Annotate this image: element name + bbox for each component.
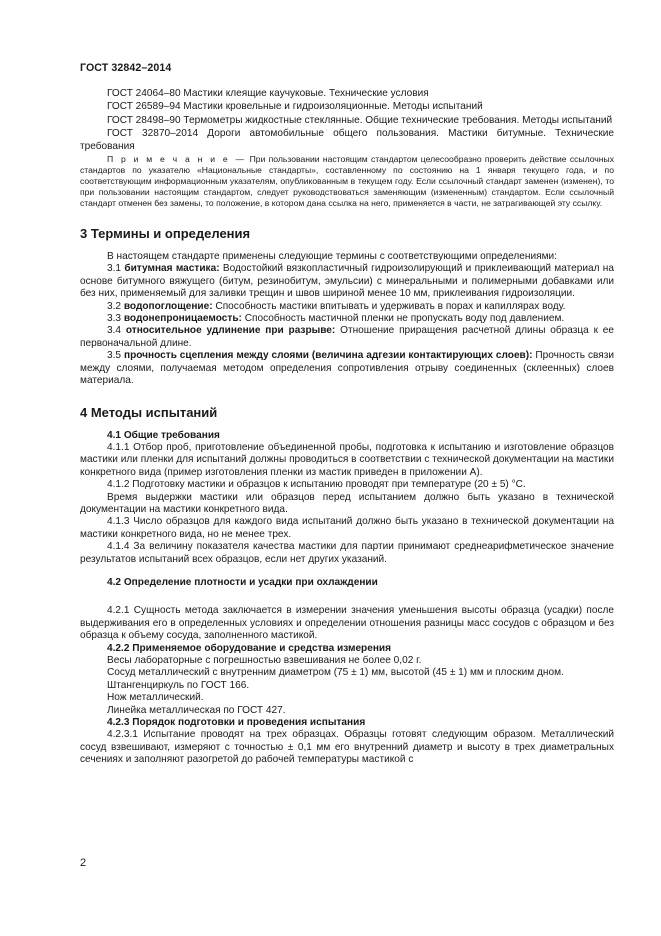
equipment-item: Линейка металлическая по ГОСТ 427. <box>107 704 286 716</box>
term-definition: 3.1 битумная мастика: Водостойкий вязкопластичный гидроизолирующий и приклеивающий материал на основе битумного вяжущего (битум, резинобитум, эмульсии) с минеральными и полимерными добавками или без них, применяемый для заливки трещин и швов шириной менее 10 мм, приклеивания гидроизоляции. <box>80 263 614 300</box>
term-name: водонепроницаемость: <box>123 313 242 325</box>
term-name: битумная мастика: <box>124 263 220 275</box>
equipment-item: Сосуд металлический с внутренним диаметром (75 ± 1) мм, высотой (45 ± 1) мм и плоским дном. <box>107 667 564 679</box>
note-paragraph <box>80 154 614 209</box>
term-name: водопоглощение: <box>123 300 213 312</box>
reference-item: ГОСТ 28498–90 Термометры жидкостные стеклянные. Общие технические требования. Методы испытаний <box>107 114 613 126</box>
equipment-item: Нож металлический. <box>107 692 204 704</box>
document-header: ГОСТ 32842–2014 <box>80 62 172 74</box>
page-number: 2 <box>80 857 87 869</box>
subsection-4-2-3-title: 4.2.3 Порядок подготовки и проведения испытания <box>107 717 366 729</box>
spacer <box>80 566 614 577</box>
subsection-4-2-title: 4.2 Определение плотности и усадки при охлаждении <box>107 576 378 588</box>
equipment-item: Весы лабораторные с погрешностью взвешивания не более 0,02 г. <box>107 655 422 666</box>
paragraph: 4.2.3.1 Испытание проводят на трех образцах. Образцы готовят следующим образом. Металлический сосуд взвешивают, измеряют с точностью ± 0,1 мм его внутренний диаметр и высоту в трех диаметральных сечениях и заполняют разогретой до рабочей температуры мастикой с <box>80 729 614 766</box>
equipment-item: Штангенциркуль по ГОСТ 166. <box>107 679 250 691</box>
paragraph: 4.1.3 Число образцов для каждого вида испытаний должно быть указано в технической документации на мастики конкретного вида, но не менее трех. <box>80 516 614 540</box>
paragraph: Время выдержки мастики или образцов перед испытанием должно быть указано в технической документации на мастики конкретного вида. <box>80 491 614 515</box>
subsection-4-1-title: 4.1 Общие требования <box>107 429 220 441</box>
reference-item: ГОСТ 24064–80 Мастики клеящие каучуковые. Технические условия <box>107 88 429 99</box>
paragraph: 4.2.1 Сущность метода заключается в измерении значения уменьшения высоты образца (усадки) после выдерживания его в определенных условиях и определении отношения разницы масс сосудов с образцом и без образца к объему сосуда, заполненного мастикой. <box>80 605 614 642</box>
term-definition: 3.2 водопоглощение: Способность мастики впитывать и удерживать в порах и капиллярах воду. <box>107 300 566 312</box>
reference-item: ГОСТ 32870–2014 Дороги автомобильные общего пользования. Мастики битумные. Технические требования <box>80 128 614 152</box>
term-definition: 3.4 относительное удлинение при разрыве: Отношение приращения расчетной длины образца к ее первоначальной длине. <box>80 325 614 349</box>
page-content <box>80 88 614 767</box>
reference-item: ГОСТ 26589–94 Мастики кровельные и гидроизоляционные. Методы испытаний <box>107 101 483 113</box>
section-3-intro: В настоящем стандарте применены следующие термины с соответствующими определениями: <box>107 251 557 263</box>
subsection-4-2-2-title: 4.2.2 Применяемое оборудование и средства измерения <box>107 642 392 654</box>
paragraph: 4.1.1 Отбор проб, приготовление объединенной пробы, подготовка к испытанию и изготовление образцов мастики или пленки для испытаний должны проводиться в соответствии с технической документации на мастики конкретного вида (пример изготовления пленки из мастик приведен в приложении А). <box>80 441 614 478</box>
section-3-title: 3 Термины и определения <box>80 226 251 242</box>
note-label: П р и м е ч а н и е — <box>107 154 247 165</box>
note-text: При пользовании настоящим стандартом целесообразно проверить действие ссылочных стандартов по указателю «Национальные стандарты», составленному по состоянию на 1 января текущего года, и по соответствующим информационным указателям, опубликованным в текущем году. Если ссылочный стандарт заменен (изменен), то при пользовании настоящим стандартом, следует руководствоваться заменяющим (измененным) стандартом. Если ссылочный стандарт отменен без замены, то положение, в котором дана ссылка на него, применяется в части, не затрагивающей эту ссылку. <box>80 154 615 209</box>
term-name: относительное удлинение при разрыве: <box>125 325 336 337</box>
paragraph: 4.1.4 За величину показателя качества мастики для партии принимают среднеарифметическое значение результатов испытаний всех образцов, если нет других указаний. <box>80 541 614 565</box>
term-name: прочность сцепления между слоями (величина адгезии контактирующих слоев): <box>123 350 533 362</box>
spacer <box>80 589 614 605</box>
term-definition: 3.5 прочность сцепления между слоями (величина адгезии контактирующих слоев): Прочность связи между слоями, получаемая методом определения сопротивления отрыву соединенных (склеенных) слоев материала. <box>80 350 614 387</box>
paragraph: 4.1.2 Подготовку мастики и образцов к испытанию проводят при температуре (20 ± 5) °С. <box>107 479 526 491</box>
section-4-title: 4 Методы испытаний <box>80 404 218 420</box>
term-definition: 3.3 водонепроницаемость: Способность мастичной пленки не пропускать воду под давлением. <box>107 313 565 325</box>
